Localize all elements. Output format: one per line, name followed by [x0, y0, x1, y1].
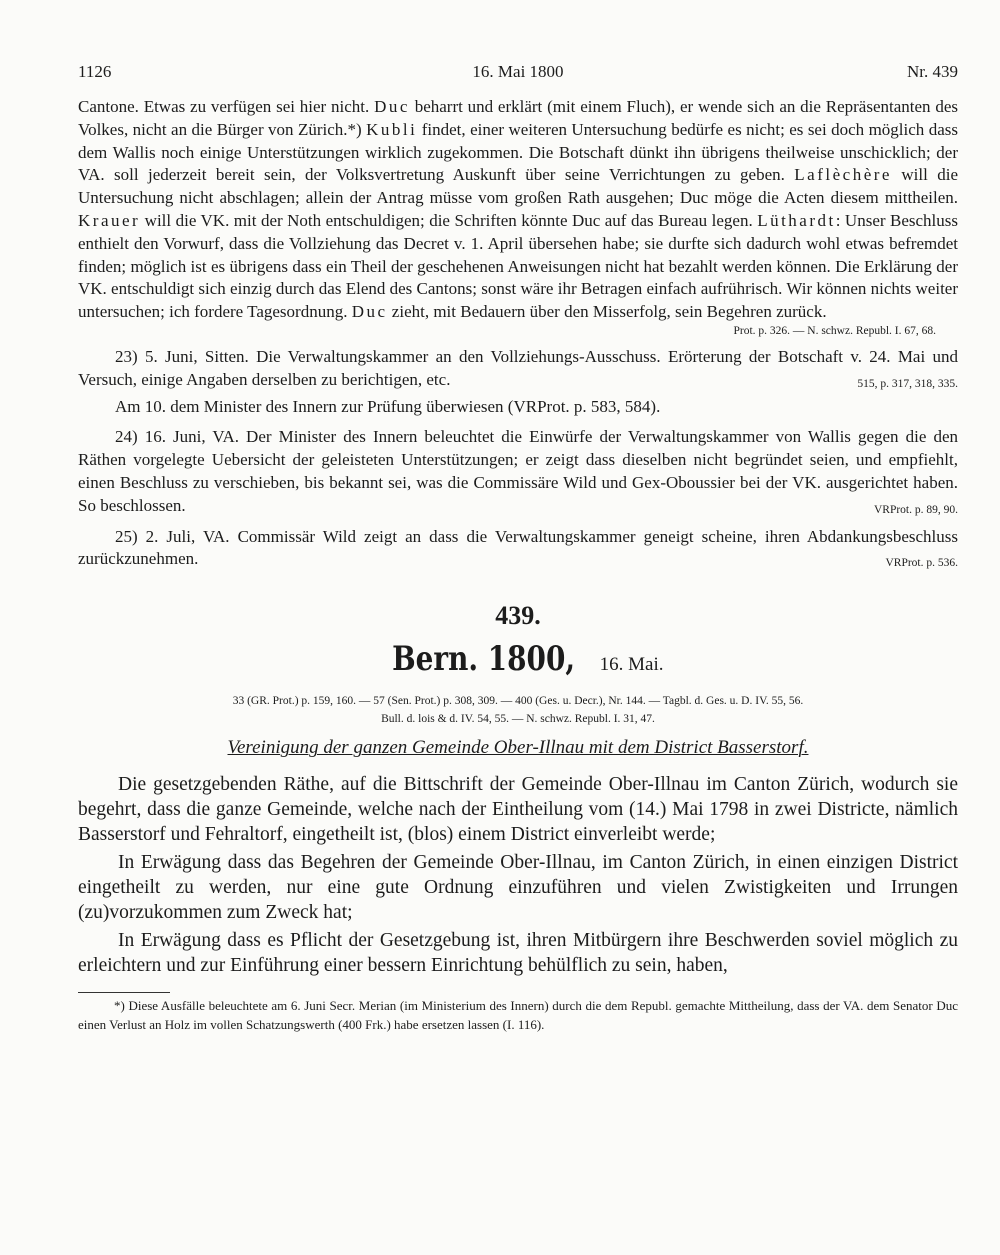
decree-paragraph: Die gesetzgebenden Räthe, auf die Bittschrift der Gemeinde Ober-Illnau im Canton Zürich, wodurch sie begehrt, dass die ganze Gemeinde, welche nach der Eintheilung vom (14.) Mai 1798 in zwei Districte, nämlich Basserstorf und Fehraltorf, eingetheilt ist, (blos) einem District einverleibt werde;: [78, 774, 958, 846]
entry-24: [78, 426, 958, 517]
decree-paragraph: In Erwägung dass es Pflicht der Gesetzgebung ist, ihren Mitbürgern ihre Beschwerden soviel möglich zu erleichtern und zur Einführung einer bessern Einrichtung behülflich zu sein, haben,: [78, 930, 958, 977]
source-line: 33 (GR. Prot.) p. 159, 160. — 57 (Sen. Prot.) p. 308, 309. — 400 (Ges. u. Decr.), Nr. 144. — Tagbl. d. Ges. u. D. IV. 55, 56.: [232, 695, 804, 708]
running-date: 16. Mai 1800: [472, 62, 564, 81]
source-line: Bull. d. lois & d. IV. 54, 55. — N. schwz. Republ. I. 31, 47.: [381, 713, 655, 726]
source-reference: 515, p. 317, 318, 335.: [857, 377, 958, 390]
text-run: beharrt und erklärt (mit einem Fluch), er wende sich an die Repräsentanten des Volkes, nicht an die Bürger von Zürich.*): [78, 97, 958, 139]
page-header: [78, 62, 958, 86]
speaker-name: Krauer: [78, 210, 141, 230]
speaker-name: Duc: [374, 97, 410, 116]
entry-text: 23) 5. Juni, Sitten. Die Verwaltungskammer an den Vollziehungs-Ausschuss. Erörterung der Botschaft v. 24. Mai und Versuch, einige Angaben derselben zu berichtigen, etc.: [78, 346, 958, 389]
speaker-name: Lüthardt: [757, 210, 836, 230]
text-run: : Unser Beschluss enthielt den Vorwurf, dass die Vollziehung das Decret v. 1. April übersehen habe; sie durfte sich dadurch wohl etwas befremdet finden; möglich ist es übrigens dass ein Theil der geschehenen Anweisungen nicht hat bezahlt werden können. Die Erklärung der VK. entschuldigt sich einzig durch das Elend des Cantons; sonst wäre ihr Betragen einfach aufrührisch. Wir können nichts weiter untersuchen; ich fordere Tagesordnung.: [78, 210, 958, 322]
text-run: will die Untersuchung nicht abschlagen; allein der Antrag müsse vom großen Rath ausgehen; Duc möge die Acten diesem mittheilen.: [78, 165, 958, 208]
decree-paragraph: In Erwägung dass das Begehren der Gemeinde Ober-Illnau, im Canton Zürich, in einen einzigen District eingetheilt zu werden, nur eine gute Ordnung einzuführen und vielen Zwistigkeiten und Irrungen (zu)vorzukommen zum Zweck hat;: [78, 852, 958, 924]
source-reference: VRProt. p. 536.: [885, 557, 958, 570]
entry-23: [78, 346, 958, 392]
footnote: *) Diese Ausfälle beleuchtete am 6. Juni Secr. Merian (im Ministerium des Innern) durch die dem Republ. gemachte Mittheilung, dass der VA. dem Senator Duc einen Verlust an Holz im vollen Schatzungswerth (400 Frk.) habe ersetzen lassen (I. 116).: [78, 998, 958, 1032]
document-day: 16. Mai.: [599, 654, 664, 676]
text-run: zieht, mit Bedauern über den Misserfolg, sein Begehren zurück.: [387, 302, 827, 322]
debate-paragraph: [78, 96, 958, 324]
document-place-year: Bern. 1800,: [392, 639, 576, 680]
page-body: [78, 96, 958, 1034]
footnote-rule: [78, 992, 170, 993]
text-run: findet, einer weiteren Untersuchung bedürfe es nicht; es sei doch möglich dass dem Wallis noch einige Unterstützungen wirklich zugekommen. Die Botschaft dünkt ihn übrigens theilweise unschicklich; der VA. soll jederzeit bereit sein, der Volksvertretung Auskunft über seine Verrichtungen zu geben.: [78, 119, 958, 185]
speaker-name: Duc: [351, 302, 388, 322]
page-number: 1126: [78, 62, 112, 81]
document-headline: [78, 639, 958, 686]
text-run: Cantone. Etwas zu verfügen sei hier nicht.: [78, 97, 375, 116]
document-subject: Vereinigung der ganzen Gemeinde Ober-Illnau mit dem District Basserstorf.: [227, 737, 809, 759]
entry-text: 24) 16. Juni, VA. Der Minister des Innern beleuchtet die Einwürfe der Verwaltungskammer von Wallis gegen die den Räthen vorgelegte Uebersicht der geleisteten Unterstützungen; er zeigt dass dieselben nicht begründet seien, und empfiehlt, einen Beschluss zu verschieben, bis bekannt sei, was die Commissäre Wild und Gex-Oboussier bei der VK. ausgerichtet haben. So beschlossen.: [78, 427, 958, 515]
document-number: Nr. 439: [907, 62, 958, 81]
entry-25: [78, 526, 958, 572]
speaker-name: Kubli: [366, 119, 418, 139]
entry-23-note: Am 10. dem Minister des Innern zur Prüfung überwiesen (VRProt. p. 583, 584).: [115, 396, 661, 416]
source-reference: Prot. p. 326. — N. schwz. Republ. I. 67, 68.: [733, 324, 936, 337]
source-reference: VRProt. p. 89, 90.: [873, 503, 958, 516]
text-run: will die VK. mit der Noth entschuldigen; die Schriften könnte Duc auf das Bureau legen.: [140, 210, 758, 230]
source-list: [78, 692, 958, 728]
document-heading-number: 439.: [495, 601, 541, 631]
entry-text: 25) 2. Juli, VA. Commissär Wild zeigt an dass die Verwaltungskammer geneigt scheine, ihren Abdankungsbeschluss zurückzunehmen.: [78, 526, 958, 569]
speaker-name: Laflèchère: [794, 165, 892, 185]
